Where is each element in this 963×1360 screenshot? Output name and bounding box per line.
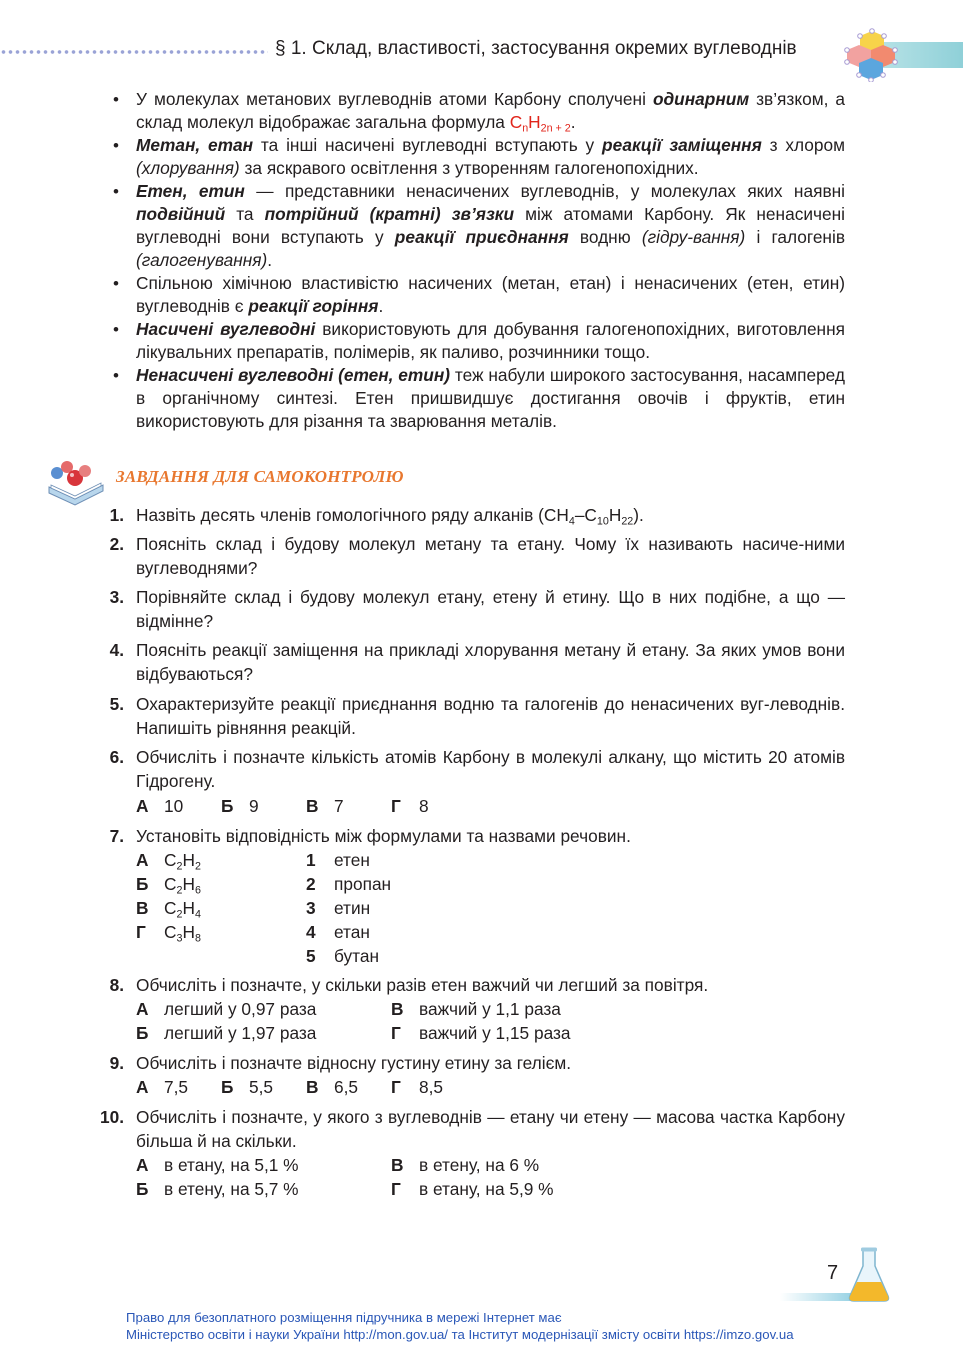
answer-option bbox=[221, 794, 259, 818]
text: . bbox=[570, 112, 576, 132]
question-7 bbox=[95, 824, 845, 848]
answer-option bbox=[391, 997, 561, 1021]
option-value: важчий у 1,15 раза bbox=[419, 1023, 571, 1043]
summary-bullet-2 bbox=[108, 134, 845, 180]
option-letter: Б bbox=[136, 1023, 149, 1043]
formula-element: C bbox=[164, 922, 177, 942]
text: з хлором bbox=[761, 135, 845, 155]
formula-subscript: 2 bbox=[176, 884, 183, 897]
text: використовують для добування галогенопохідних, виготовлення лікувальних препаратів, полімерів, як паливо, розчинники тощо. bbox=[136, 319, 845, 362]
option-value: етин bbox=[334, 898, 371, 918]
option-value: 8,5 bbox=[419, 1077, 444, 1097]
question-text: Поясніть реакції заміщення на прикладі хлорування метану й етану. За яких умов вони відбуваються? bbox=[136, 640, 845, 684]
summary-list bbox=[108, 88, 845, 433]
option-number: 1 bbox=[306, 850, 316, 870]
formula-subscript: 2 bbox=[194, 860, 201, 873]
formula-element: H bbox=[182, 874, 195, 894]
option-value: в етану, на 5,9 % bbox=[419, 1179, 554, 1199]
text: — представники ненасичених вуглеводнів, у молекулах яких наявні bbox=[244, 181, 846, 201]
text: за яскравого освітлення з утворенням галогенопохідних. bbox=[239, 158, 699, 178]
answer-option bbox=[136, 1153, 299, 1177]
answer-option bbox=[136, 1021, 316, 1045]
text: зв’язком, а склад молекул відображає загальна формула bbox=[136, 89, 845, 132]
emphasis: подвійний bbox=[136, 204, 226, 224]
formula-option bbox=[136, 872, 201, 896]
answer-option bbox=[136, 997, 316, 1021]
formula-subscript: n bbox=[522, 122, 529, 135]
option-value: в етену, на 5,7 % bbox=[164, 1179, 299, 1199]
header-dotted-line bbox=[0, 50, 268, 54]
question-3 bbox=[95, 585, 845, 633]
option-letter: В bbox=[306, 796, 319, 816]
italic-term: (хлорування) bbox=[136, 158, 240, 178]
formula-option bbox=[136, 848, 201, 872]
option-value: легший у 1,97 раза bbox=[164, 1023, 317, 1043]
option-value: етан bbox=[334, 922, 370, 942]
question-1 bbox=[95, 503, 845, 527]
summary-bullet-1 bbox=[108, 88, 845, 134]
option-letter: Г bbox=[391, 1179, 401, 1199]
italic-term: (гідру-вання) bbox=[641, 227, 746, 247]
flask-icon bbox=[846, 1246, 892, 1304]
option-number: 4 bbox=[306, 922, 316, 942]
formula-subscript: 8 bbox=[194, 932, 201, 945]
formula-element: C bbox=[164, 850, 177, 870]
answer-option bbox=[306, 794, 344, 818]
option-value: бутан bbox=[334, 946, 380, 966]
option-letter: В bbox=[391, 1155, 404, 1175]
option-value: 6,5 bbox=[334, 1077, 359, 1097]
running-header-title: § 1. Склад, властивості, застосування окремих вуглеводнів bbox=[275, 38, 797, 59]
formula-option bbox=[136, 896, 201, 920]
question-10 bbox=[95, 1105, 845, 1153]
option-letter: А bbox=[136, 999, 149, 1019]
option-value: 8 bbox=[419, 796, 429, 816]
emphasis: потрійний (кратні) зв’язки bbox=[264, 204, 515, 224]
emphasis: реакції горіння bbox=[248, 296, 379, 316]
option-number: 5 bbox=[306, 946, 316, 966]
option-letter: В bbox=[136, 898, 149, 918]
name-option bbox=[306, 848, 370, 872]
option-letter: Б bbox=[221, 1077, 234, 1097]
summary-bullet-4 bbox=[108, 272, 845, 318]
question-number: 8. bbox=[109, 975, 124, 995]
question-text: Обчисліть і позначте, у якого з вуглеводнів — етану чи етену — масова частка Карбону більша й на скільки. bbox=[136, 1107, 845, 1151]
option-number: 2 bbox=[306, 874, 316, 894]
option-number: 3 bbox=[306, 898, 316, 918]
book-molecule-icon bbox=[45, 455, 107, 509]
name-option bbox=[306, 920, 370, 944]
question-text: Поясніть склад і будову молекул метану та етану. Чому їх називають насиче-ними вуглеводнями? bbox=[136, 534, 845, 578]
formula-subscript: 2n + 2 bbox=[540, 122, 571, 135]
name-option bbox=[306, 872, 391, 896]
emphasis: реакції приєднання bbox=[394, 227, 569, 247]
molecule-logo-icon bbox=[842, 28, 900, 82]
option-letter: Г bbox=[391, 1023, 401, 1043]
option-letter: А bbox=[136, 850, 149, 870]
question-2 bbox=[95, 532, 845, 580]
summary-bullet-6 bbox=[108, 364, 845, 433]
general-formula bbox=[509, 112, 571, 135]
text: та інші насичені вуглеводні вступають у bbox=[253, 135, 603, 155]
question-5 bbox=[95, 692, 845, 740]
text: Назвіть десять членів гомологічного ряду алканів (CH bbox=[136, 505, 569, 525]
emphasis: одинарним bbox=[652, 89, 750, 109]
question-4 bbox=[95, 638, 845, 686]
summary-bullet-3 bbox=[108, 180, 845, 272]
question-text: Обчисліть і позначте відносну густину етину за гелієм. bbox=[136, 1053, 572, 1073]
question-text: Порівняйте склад і будову молекул етану, етену й етину. Що в них подібне, а що — відмінне? bbox=[136, 587, 845, 631]
question-text: Обчисліть і позначте, у скільки разів етен важчий чи легший за повітря. bbox=[136, 975, 709, 995]
text: . bbox=[267, 250, 273, 270]
question-text: Обчисліть і позначте кількість атомів Карбону в молекулі алкану, що містить 20 атомів Гідрогену. bbox=[136, 747, 845, 791]
option-letter: А bbox=[136, 796, 149, 816]
text: H bbox=[608, 505, 622, 525]
option-value: легший у 0,97 раза bbox=[164, 999, 317, 1019]
text: і галогенів bbox=[745, 227, 845, 247]
option-value: в етану, на 5,1 % bbox=[164, 1155, 299, 1175]
option-value: 10 bbox=[164, 796, 184, 816]
question-number: 7. bbox=[109, 826, 124, 846]
text: Спільною хімічною властивістю насичених (метан, етан) і ненасичених (етен, етин) вуглеводнів є bbox=[136, 273, 845, 316]
option-letter: Б bbox=[221, 796, 234, 816]
question-number: 1. bbox=[109, 505, 124, 525]
question-number: 10. bbox=[99, 1107, 124, 1127]
formula-subscript: 4 bbox=[568, 515, 575, 528]
formula-element: H bbox=[182, 922, 195, 942]
option-value: 5,5 bbox=[249, 1077, 274, 1097]
formula-subscript: 10 bbox=[596, 515, 609, 528]
option-letter: Г bbox=[391, 1077, 401, 1097]
option-letter: В bbox=[391, 999, 404, 1019]
question-number: 3. bbox=[109, 587, 124, 607]
formula-option bbox=[136, 920, 201, 944]
emphasis: Ненасичені вуглеводні (етен, етин) bbox=[136, 365, 451, 385]
question-text: Установіть відповідність між формулами та назвами речовин. bbox=[136, 826, 631, 846]
formula-subscript: 2 bbox=[176, 908, 183, 921]
formula-element: C bbox=[509, 112, 523, 132]
footer-copyright-line-1: Право для безоплатного розміщення підручника в мережі Інтернет має bbox=[126, 1310, 562, 1325]
question-number: 9. bbox=[109, 1053, 124, 1073]
emphasis: реакції заміщення bbox=[602, 135, 762, 155]
answer-option bbox=[136, 794, 183, 818]
text: теж набули широкого застосування, насамперед в органічному синтезі. Етен пришвидшує достигання овочів і фруктів, етин використовують для різання та зварювання металів. bbox=[136, 365, 845, 431]
question-text bbox=[136, 503, 845, 527]
option-value: 7,5 bbox=[164, 1077, 189, 1097]
option-letter: Г bbox=[136, 922, 146, 942]
option-value: етен bbox=[334, 850, 370, 870]
formula-subscript: 2 bbox=[176, 860, 183, 873]
formula-element: H bbox=[182, 898, 195, 918]
question-text: Охарактеризуйте реакції приєднання водню та галогенів до ненасичених вуг-леводнів. Напишіть рівняння реакцій. bbox=[136, 694, 845, 738]
formula-subscript: 3 bbox=[176, 932, 183, 945]
formula-subscript: 22 bbox=[621, 515, 634, 528]
text: та bbox=[225, 204, 265, 224]
emphasis: Етен, етин bbox=[136, 181, 245, 201]
question-number: 5. bbox=[109, 694, 124, 714]
option-value: пропан bbox=[334, 874, 392, 894]
text: між атомами Карбону. Як ненасичені вуглеводні вони вступають у bbox=[136, 204, 845, 247]
option-value: важчий у 1,1 раза bbox=[419, 999, 561, 1019]
option-letter: Б bbox=[136, 1179, 149, 1199]
section-title: ЗАВДАННЯ ДЛЯ САМОКОНТРОЛЮ bbox=[116, 467, 404, 486]
answer-option bbox=[391, 1075, 443, 1099]
question-8 bbox=[95, 973, 845, 997]
text: –C bbox=[574, 505, 597, 525]
text: водню bbox=[568, 227, 642, 247]
option-letter: А bbox=[136, 1155, 149, 1175]
option-value: 9 bbox=[249, 796, 259, 816]
option-letter: А bbox=[136, 1077, 149, 1097]
formula-element: H bbox=[528, 112, 541, 132]
option-value: в етену, на 6 % bbox=[419, 1155, 540, 1175]
page-number: 7 bbox=[827, 1262, 839, 1284]
footer-copyright-line-2: Міністерство освіти і науки України http://mon.gov.ua/ та Інститут модернізації змісту освіти https://imzo.gov.ua bbox=[126, 1327, 794, 1342]
option-letter: Г bbox=[391, 796, 401, 816]
question-number: 2. bbox=[109, 534, 124, 554]
answer-option bbox=[221, 1075, 273, 1099]
answer-option bbox=[306, 1075, 358, 1099]
question-9 bbox=[95, 1051, 845, 1075]
summary-bullet-5 bbox=[108, 318, 845, 364]
option-letter: В bbox=[306, 1077, 319, 1097]
answer-option bbox=[391, 794, 429, 818]
name-option bbox=[306, 944, 379, 968]
formula-element: C bbox=[164, 874, 177, 894]
question-6 bbox=[95, 745, 845, 793]
answer-option bbox=[391, 1177, 554, 1201]
formula-subscript: 6 bbox=[194, 884, 201, 897]
text: . bbox=[378, 296, 384, 316]
answer-option bbox=[136, 1075, 188, 1099]
answer-option bbox=[391, 1021, 571, 1045]
emphasis: Насичені вуглеводні bbox=[136, 319, 316, 339]
formula-element: H bbox=[182, 850, 195, 870]
text: ). bbox=[633, 505, 644, 525]
answer-option bbox=[391, 1153, 539, 1177]
option-letter: Б bbox=[136, 874, 149, 894]
text: У молекулах метанових вуглеводнів атоми Карбону сполучені bbox=[136, 89, 653, 109]
formula-subscript: 4 bbox=[194, 908, 201, 921]
name-option bbox=[306, 896, 370, 920]
answer-option bbox=[136, 1177, 299, 1201]
option-value: 7 bbox=[334, 796, 344, 816]
question-number: 4. bbox=[109, 640, 124, 660]
italic-term: (галогенування) bbox=[136, 250, 268, 270]
formula-element: C bbox=[164, 898, 177, 918]
question-number: 6. bbox=[109, 747, 124, 767]
emphasis: Метан, етан bbox=[136, 135, 254, 155]
